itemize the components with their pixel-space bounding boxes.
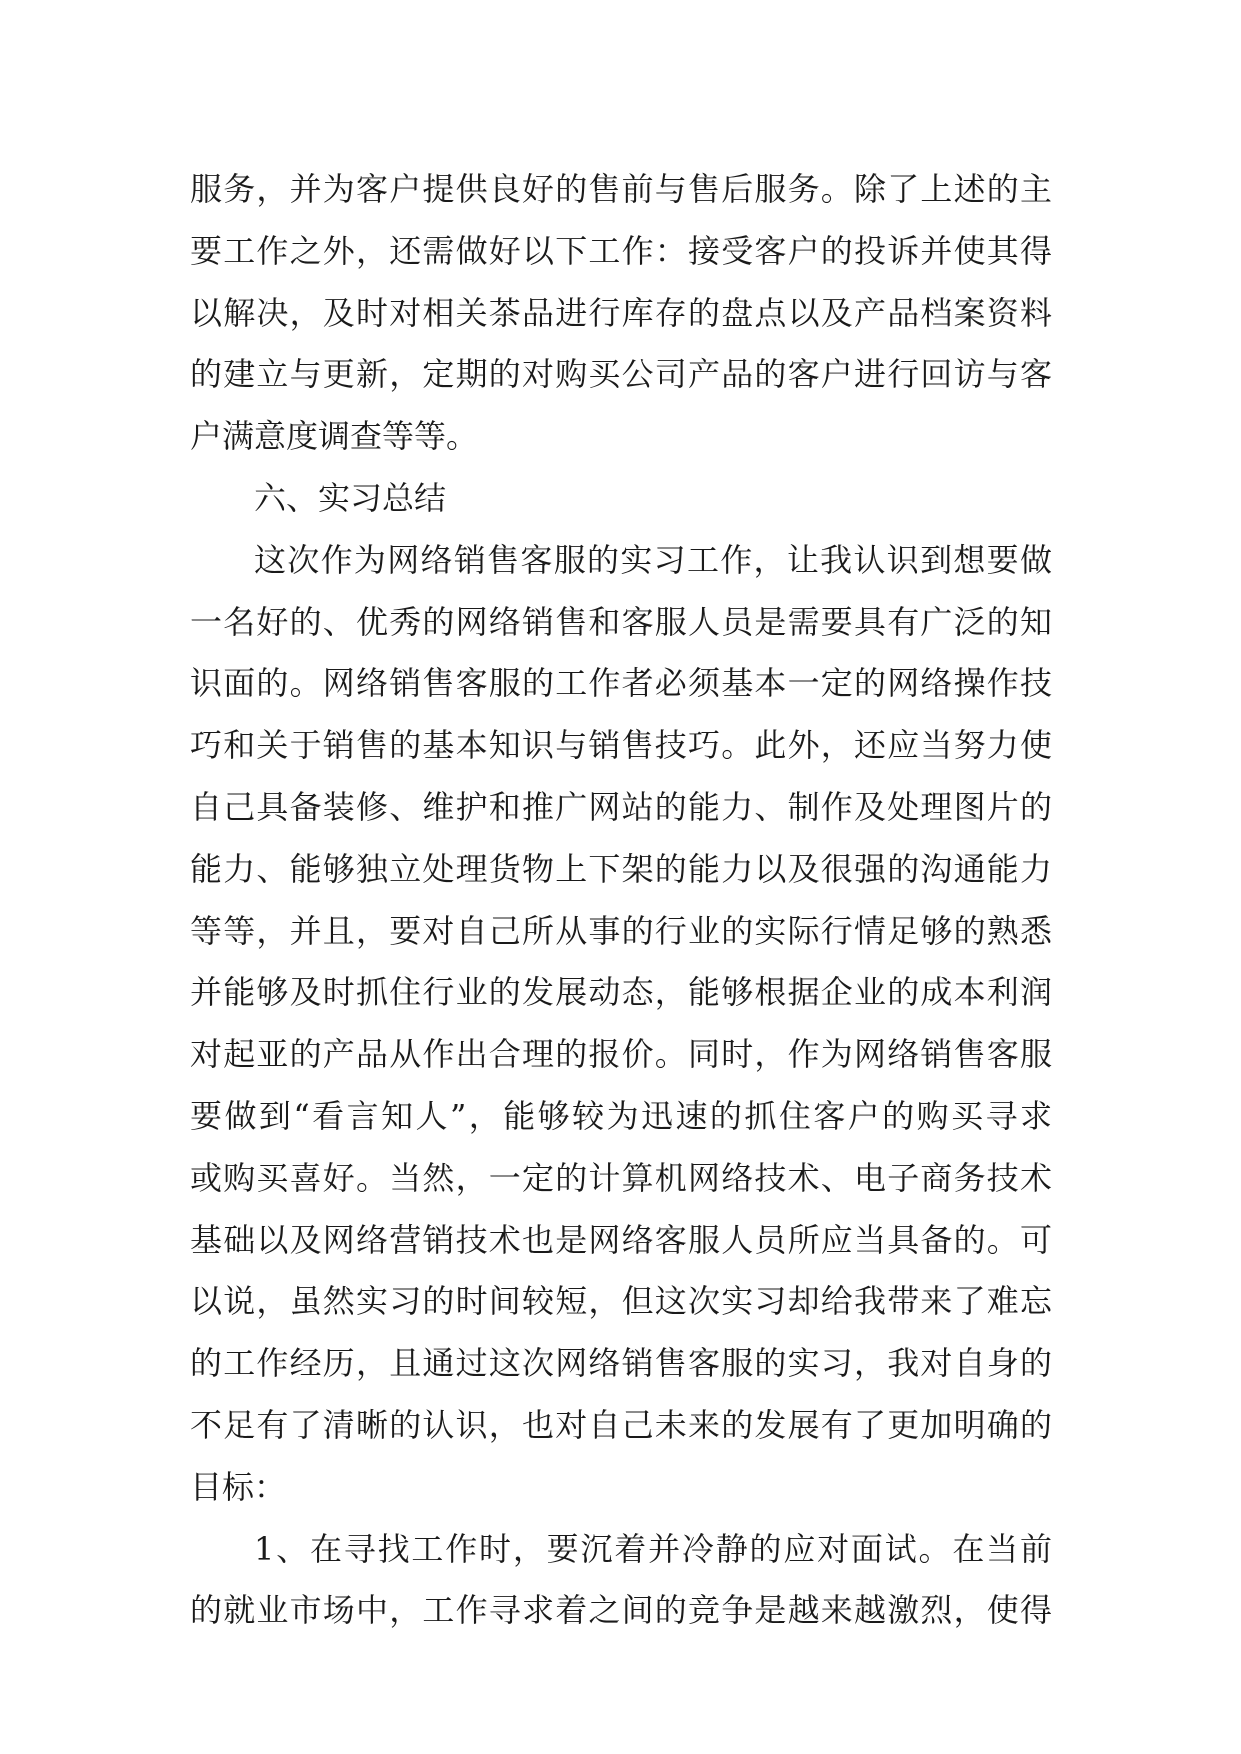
text-line: 等等，并且，要对自己所从事的行业的实际行情足够的熟悉: [190, 911, 1052, 950]
text-line: 目标：: [190, 1467, 287, 1506]
text-line: 能力、能够独立处理货物上下架的能力以及很强的沟通能力: [190, 849, 1052, 888]
text-line: 以解决，及时对相关茶品进行库存的盘点以及产品档案资料: [190, 293, 1052, 332]
text-line: 基础以及网络营销技术也是网络客服人员所应当具备的。可: [190, 1220, 1052, 1259]
text-line: 不足有了清晰的认识，也对自己未来的发展有了更加明确的: [190, 1405, 1052, 1444]
text-line: 对起亚的产品从作出合理的报价。同时，作为网络销售客服: [190, 1035, 1052, 1074]
text-line: 服务，并为客户提供良好的售前与售后服务。除了上述的主: [190, 170, 1052, 208]
text-line: 的工作经历，且通过这次网络销售客服的实习，我对自身的: [190, 1344, 1052, 1383]
text-line: 以说，虽然实习的时间较短，但这次实习却给我带来了难忘: [190, 1282, 1052, 1321]
text-line: 这次作为网络销售客服的实习工作，让我认识到想要做: [254, 540, 1052, 579]
text-line: 或购买喜好。当然，一定的计算机网络技术、电子商务技术: [190, 1158, 1052, 1197]
text-line: 要做到“看言知人”，能够较为迅速的抓住客户的购买寻求: [190, 1096, 1052, 1135]
text-line: 要工作之外，还需做好以下工作：接受客户的投诉并使其得: [190, 231, 1052, 270]
text-line: 巧和关于销售的基本知识与销售技巧。此外，还应当努力使: [190, 726, 1052, 765]
text-line: 1、在寻找工作时，要沉着并冷静的应对面试。在当前: [254, 1529, 1052, 1568]
text-line: 的建立与更新，定期的对购买公司产品的客户进行回访与客: [190, 355, 1052, 394]
text-line: 一名好的、优秀的网络销售和客服人员是需要具有广泛的知: [190, 602, 1052, 641]
text-line: 户满意度调查等等。: [190, 417, 479, 456]
text-line: 自己具备装修、维护和推广网站的能力、制作及处理图片的: [190, 787, 1052, 826]
text-line: 并能够及时抓住行业的发展动态，能够根据企业的成本利润: [190, 973, 1052, 1012]
text-line: 六、实习总结: [254, 478, 447, 517]
text-line: 的就业市场中，工作寻求着之间的竞争是越来越激烈，使得: [190, 1591, 1052, 1630]
document-body: [190, 159, 1052, 1642]
text-line: 识面的。网络销售客服的工作者必须基本一定的网络操作技: [190, 664, 1052, 703]
